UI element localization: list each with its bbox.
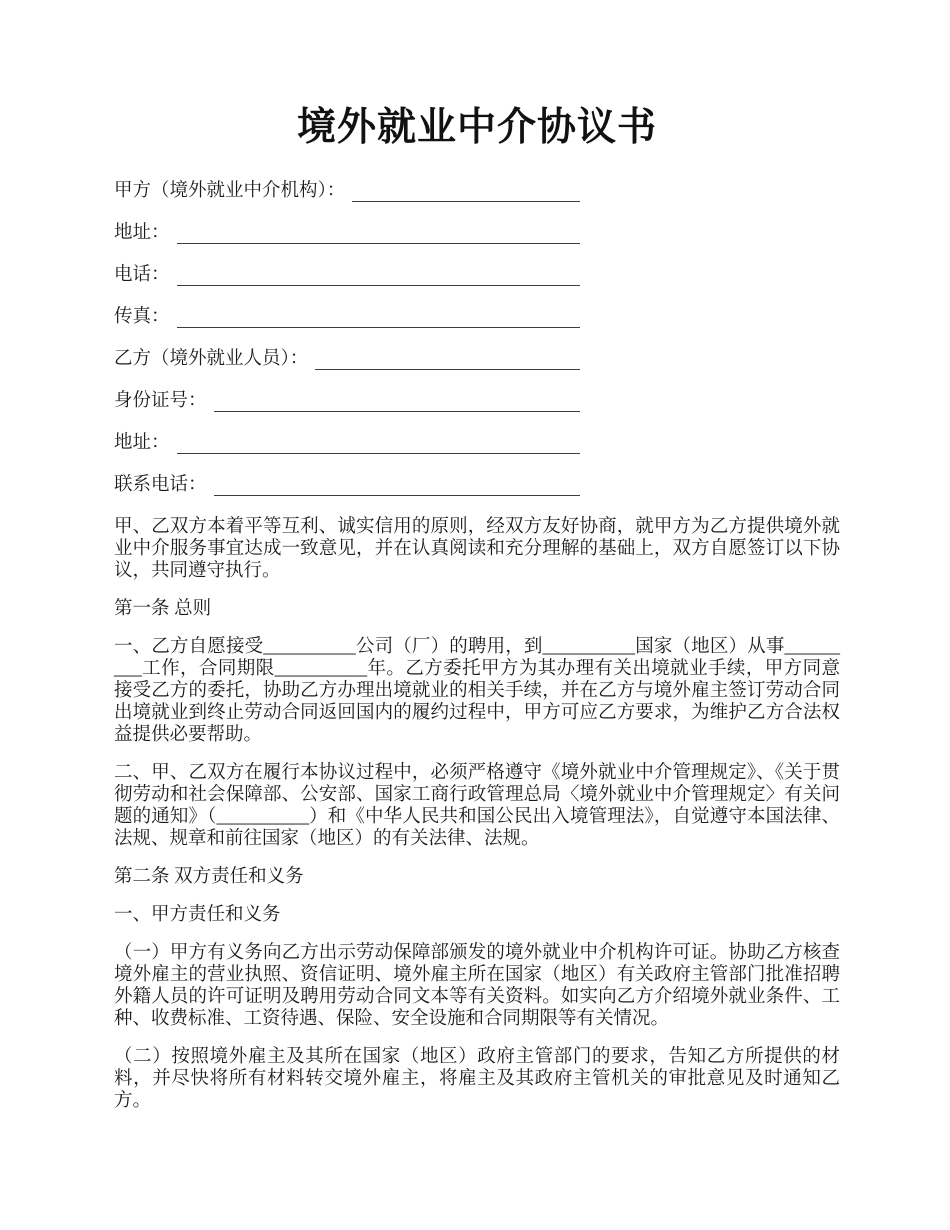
field-row-party-b-contact-phone: [114, 474, 580, 496]
party-a-address-blank-line: [177, 222, 580, 244]
field-row-party-a-phone: [114, 264, 580, 286]
field-row-party-a-fax: [114, 306, 580, 328]
field-row-party-b-address: [114, 432, 580, 454]
field-row-party-b-id-number: [114, 390, 580, 412]
party-b-label: 乙方（境外就业人员）：: [114, 349, 309, 369]
section-2-clause-1: （一）甲方有义务向乙方出示劳动保障部颁发的境外就业中介机构许可证。协助乙方核查境外雇主的营业执照、资信证明、境外雇主所在国家（地区）有关政府主管部门批准招聘外籍人员的许可证明及聘用劳动合同文本等有关资料。如实向乙方介绍境外就业条件、工种、收费标准、工资待遇、保险、安全设施和合同期限等有关情况。: [114, 943, 840, 1029]
section-2-subheading-party-a-duties: 一、甲方责任和义务: [114, 905, 281, 925]
party-b-blank-line: [315, 348, 580, 370]
party-info-fields: [114, 180, 840, 496]
party-a-phone-blank-line: [177, 264, 580, 286]
section-1-heading: 第一条 总则: [114, 599, 212, 619]
party-b-address-blank-line: [177, 432, 580, 454]
party-b-contact-phone-blank-line: [214, 474, 580, 496]
document-title: 境外就业中介协议书: [296, 106, 657, 149]
party-b-id-number-label: 身份证号：: [114, 391, 207, 411]
party-a-blank-line: [352, 180, 580, 202]
section-1-clause-2: 二、甲、乙双方在履行本协议过程中，必须严格遵守《境外就业中介管理规定》、《关于贯彻劳动和社会保障部、公安部、国家工商行政管理总局〈境外就业中介管理规定〉有关问题的通知》（__________）和《中华人民共和国公民出入境管理法》，自觉遵守本国法律、法规、规章和前往国家（地区）的有关法律、法规。: [114, 763, 840, 849]
field-row-party-a: [114, 180, 580, 202]
party-b-address-label: 地址：: [114, 433, 170, 453]
field-row-party-a-address: [114, 222, 580, 244]
section-2-heading: 第二条 双方责任和义务: [114, 867, 304, 887]
section-2-clause-2: （二）按照境外雇主及其所在国家（地区）政府主管部门的要求，告知乙方所提供的材料，并尽快将所有材料转交境外雇主，将雇主及其政府主管机关的审批意见及时通知乙方。: [114, 1047, 840, 1111]
party-a-address-label: 地址：: [114, 223, 170, 243]
party-a-fax-blank-line: [177, 306, 580, 328]
section-1-clause-1: 一、乙方自愿接受__________公司（厂）的聘用，到__________国家（地区）从事_________工作，合同期限__________年。乙方委托甲方为其办理有关出境就业手续，甲方同意接受乙方的委托，协助乙方办理出境就业的相关手续，并在乙方与境外雇主签订劳动合同出境就业到终止劳动合同返回国内的履约过程中，甲方可应乙方要求，为维护乙方合法权益提供必要帮助。: [114, 637, 840, 745]
party-a-phone-label: 电话：: [114, 265, 170, 285]
party-b-id-number-blank-line: [214, 390, 580, 412]
intro-paragraph: 甲、乙双方本着平等互利、诚实信用的原则，经双方友好协商，就甲方为乙方提供境外就业中介服务事宜达成一致意见，并在认真阅读和充分理解的基础上，双方自愿签订以下协议，共同遵守执行。: [114, 517, 840, 581]
party-a-label: 甲方（境外就业中介机构）：: [114, 181, 346, 201]
party-b-contact-phone-label: 联系电话：: [114, 475, 207, 495]
party-a-fax-label: 传真：: [114, 307, 170, 327]
field-row-party-b: [114, 348, 580, 370]
